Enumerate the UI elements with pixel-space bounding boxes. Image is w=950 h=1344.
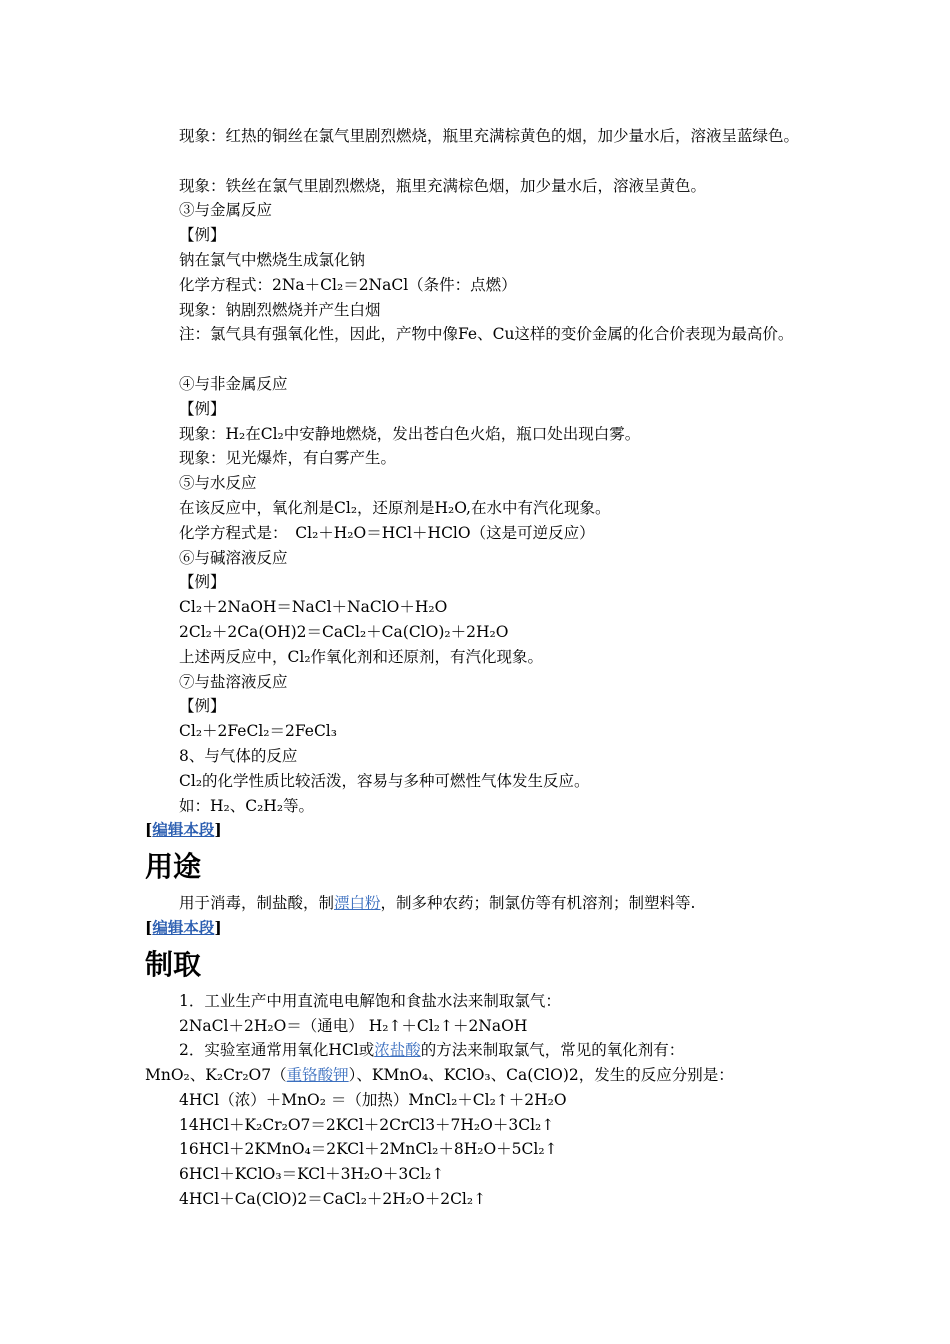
equation: 4HCl＋Ca(ClO)2＝CaCl₂＋2H₂O＋2Cl₂↑ [179, 1190, 487, 1209]
equation: 4HCl（浓）＋MnO₂ ＝（加热）MnCl₂＋Cl₂↑＋2H₂O [179, 1090, 567, 1109]
subheading: ⑥与碱溶液反应 [179, 548, 288, 567]
paragraph: 如：H₂、C₂H₂等。 [179, 796, 315, 815]
equation: 6HCl＋KClO₃＝KCl＋3H₂O＋3Cl₂↑ [179, 1165, 445, 1184]
paragraph: 注：氯气具有强氧化性，因此，产物中像Fe、Cu这样的变价金属的化合价表现为最高价。 [179, 325, 794, 344]
equation: 14HCl＋K₂Cr₂O7＝2KCl＋2CrCl3＋7H₂O＋3Cl₂↑ [179, 1115, 555, 1134]
equation: 2NaCl＋2H₂O＝（通电） H₂↑＋Cl₂↑＋2NaOH [179, 1016, 528, 1035]
paragraph: 现象：红热的铜丝在氯气里剧烈燃烧，瓶里充满棕黄色的烟，加少量水后，溶液呈蓝绿色。 [179, 127, 800, 145]
edit-section-anchor[interactable]: 编辑本段 [152, 917, 215, 937]
subheading: ④与非金属反应 [179, 374, 288, 393]
edit-section-anchor[interactable]: 编辑本段 [152, 820, 215, 840]
subheading: ③与金属反应 [179, 201, 273, 220]
section-heading-preparation: 制取 [145, 947, 202, 981]
paragraph: 现象：H₂在Cl₂中安静地燃烧，发出苍白色火焰，瓶口处出现白雾。 [179, 424, 641, 443]
subheading: ⑤与水反应 [179, 474, 257, 493]
bleaching-powder-link[interactable]: 漂白粉 [334, 894, 381, 913]
paragraph: MnO₂、K₂Cr₂O7（重铬酸钾）、KMnO₄、KClO₃、Ca(ClO)2，发生的反应分别是： [145, 1066, 734, 1085]
paragraph: 上述两反应中，Cl₂作氧化剂和还原剂，有汽化现象。 [179, 647, 544, 666]
concentrated-hcl-link[interactable]: 浓盐酸 [374, 1041, 421, 1060]
subheading: ⑦与盐溶液反应 [179, 672, 288, 691]
equation: Cl₂＋2FeCl₂＝2FeCl₃ [179, 722, 337, 741]
equation: 16HCl＋2KMnO₄＝2KCl＋2MnCl₂＋8H₂O＋5Cl₂↑ [179, 1140, 558, 1159]
section-heading-uses: 用途 [145, 850, 202, 884]
example-label: 【例】 [179, 226, 226, 245]
example-label: 【例】 [179, 697, 226, 716]
document-page [145, 124, 810, 1212]
paragraph: 现象：铁丝在氯气里剧烈燃烧，瓶里充满棕色烟，加少量水后，溶液呈黄色。 [179, 176, 707, 195]
example-label: 【例】 [179, 573, 226, 592]
paragraph: 2．实验室通常用氧化HCl或浓盐酸的方法来制取氯气，常见的氧化剂有： [179, 1041, 685, 1060]
equation: 化学方程式是： Cl₂＋H₂O＝HCl＋HClO（这是可逆反应） [179, 523, 595, 542]
paragraph: 现象：钠剧烈燃烧并产生白烟 [179, 300, 381, 319]
edit-section-link: [编辑本段] [145, 917, 222, 937]
paragraph: 1．工业生产中用直流电电解饱和食盐水法来制取氯气： [179, 991, 561, 1010]
paragraph: Cl₂的化学性质比较活泼，容易与多种可燃性气体发生反应。 [179, 771, 590, 790]
example-label: 【例】 [179, 399, 226, 418]
equation: 化学方程式：2Na＋Cl₂＝2NaCl（条件：点燃） [179, 275, 517, 294]
uses-paragraph: 用于消毒，制盐酸，制漂白粉，制多种农药；制氯仿等有机溶剂；制塑料等. [179, 894, 696, 913]
paragraph: 在该反应中，氧化剂是Cl₂，还原剂是H₂O,在水中有汽化现象。 [179, 498, 611, 517]
potassium-dichromate-link[interactable]: 重铬酸钾 [286, 1066, 349, 1085]
edit-section-link: [编辑本段] [145, 820, 222, 840]
equation: Cl₂＋2NaOH＝NaCl＋NaClO＋H₂O [179, 598, 448, 617]
equation: 2Cl₂＋2Ca(OH)2＝CaCl₂＋Ca(ClO)₂＋2H₂O [179, 622, 509, 641]
paragraph: 现象：见光爆炸，有白雾产生。 [179, 449, 397, 468]
subheading: 8、与气体的反应 [179, 746, 298, 765]
paragraph: 钠在氯气中燃烧生成氯化钠 [179, 250, 366, 269]
